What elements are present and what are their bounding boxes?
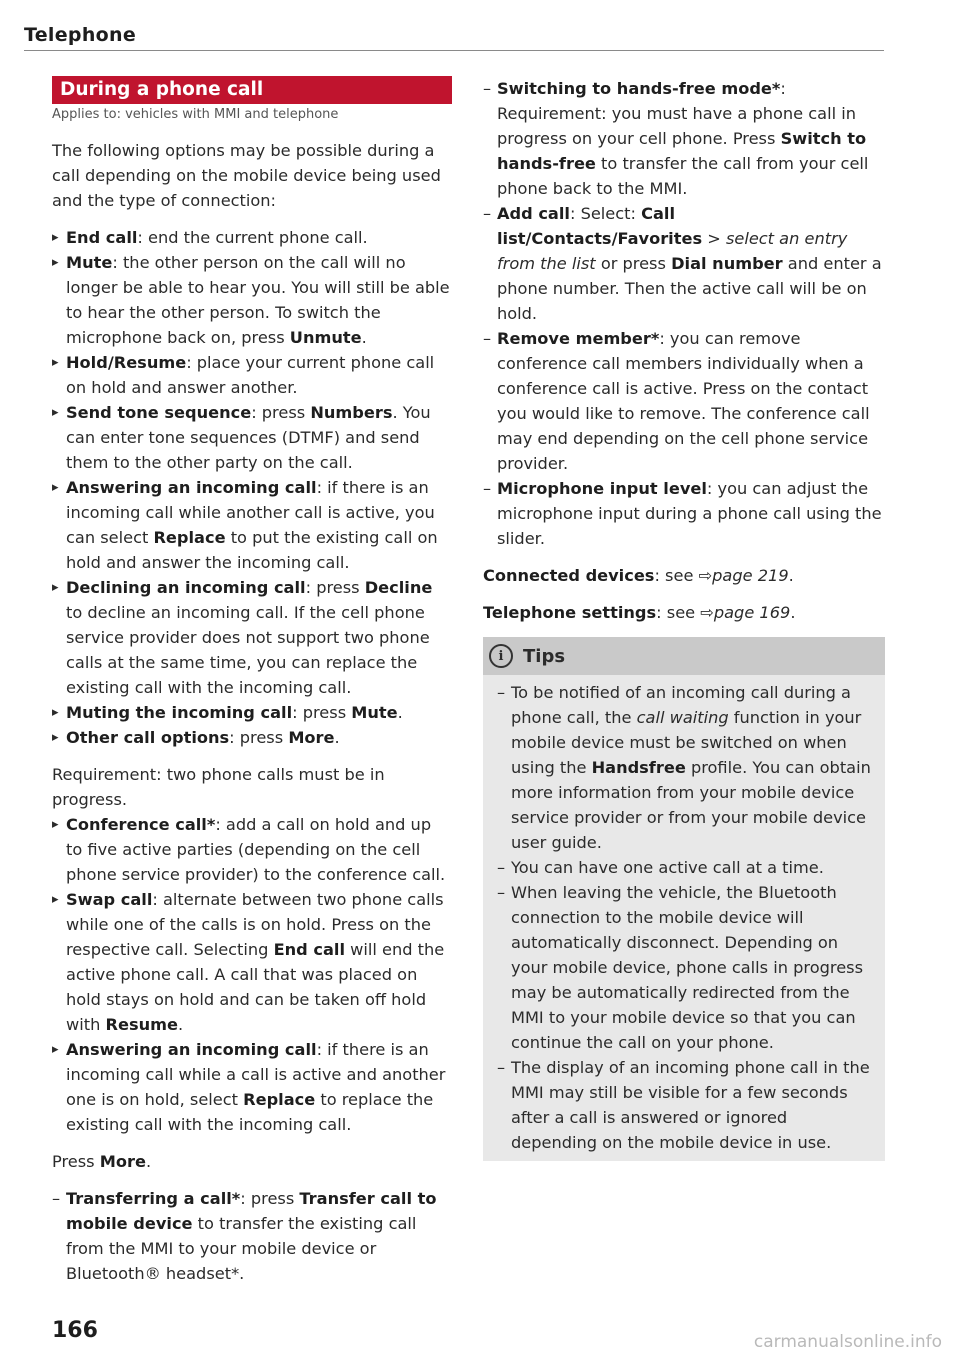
list-item: ▸ Conference call*: add a call on hold and up to five active parties (depending on the cell phone service provider) to the conference call. <box>52 812 452 887</box>
call-options-list <box>52 225 452 750</box>
tips-list <box>497 680 875 1155</box>
left-column <box>52 76 452 1298</box>
more-functions-list <box>483 76 885 551</box>
list-item: ▸ Answering an incoming call: if there is an incoming call while a call is active and another one is on hold, select Replace to replace the existing call with the incoming call. <box>52 1037 452 1137</box>
list-item: ▸ Mute: the other person on the call will no longer be able to hear you. You will still be able to hear the other person. To switch the microphone back on, press Unmute. <box>52 250 452 350</box>
requirement-paragraph: Requirement: two phone calls must be in progress. <box>52 765 385 809</box>
list-item: ▸ End call: end the current phone call. <box>52 225 452 250</box>
list-item: ▸ Send tone sequence: press Numbers. You can enter tone sequences (DTMF) and send them to the other party on the call. <box>52 400 452 475</box>
list-item: – Transferring a call*: press Transfer call to mobile device to transfer the existing call from the MMI to your mobile device or Bluetooth® headset*. <box>52 1186 452 1286</box>
list-item: – To be notified of an incoming call during a phone call, the call waiting function in your mobile device must be switched on when using the Handsfree profile. You can obtain more information from your mobile device service provider or from your mobile device user guide. <box>497 680 875 855</box>
list-item: – When leaving the vehicle, the Bluetooth connection to the mobile device will automatically disconnect. Depending on your mobile device, phone calls in progress may be automatically redirected from the MMI to your mobile device so that you can continue the call on your phone. <box>497 880 875 1055</box>
arrow-right-icon: ⇨ <box>700 603 714 622</box>
press-more-paragraph: Press More. <box>52 1152 152 1171</box>
watermark: carmanualsonline.info <box>753 1332 942 1352</box>
list-item: – You can have one active call at a time. <box>497 855 875 880</box>
info-icon: i <box>489 644 513 668</box>
list-item: ▸ Hold/Resume: place your current phone call on hold and answer another. <box>52 350 452 400</box>
right-column <box>483 76 885 1161</box>
list-item: ▸ Swap call: alternate between two phone calls while one of the calls is on hold. Press on the respective call. Selecting End call will end the active phone call. A call that was placed on hold stays on hold and can be taken off hold with Resume. <box>52 887 452 1037</box>
transfer-list <box>52 1186 452 1286</box>
tips-body <box>483 675 885 1161</box>
list-item: ▸ Answering an incoming call: if there is an incoming call while another call is active, you can select Replace to put the existing call on hold and answer the incoming call. <box>52 475 452 575</box>
section-title: During a phone call <box>52 76 452 104</box>
list-item: ▸ Muting the incoming call: press Mute. <box>52 700 452 725</box>
tips-title: Tips <box>523 645 566 667</box>
page-header-title: Telephone <box>24 24 137 46</box>
applies-note: Applies to: vehicles with MMI and telephone <box>52 107 339 122</box>
list-item: – Switching to hands-free mode*: Requirement: you must have a phone call in progress on your cell phone. Press Switch to hands-free to transfer the call from your cell phone back to the MMI. <box>483 76 885 201</box>
list-item: – The display of an incoming phone call in the MMI may still be visible for a few seconds after a call is answered or ignored depending on the mobile device in use. <box>497 1055 875 1155</box>
list-item: ▸ Other call options: press More. <box>52 725 452 750</box>
arrow-right-icon: ⇨ <box>698 566 713 585</box>
connected-devices-paragraph: Connected devices: see ⇨page 219. <box>483 566 794 585</box>
list-item: – Microphone input level: you can adjust the microphone input during a phone call using the slider. <box>483 476 885 551</box>
more-options-list <box>52 812 452 1137</box>
page-reference-link[interactable]: page 169 <box>713 603 791 622</box>
page-number: 166 <box>52 1318 98 1343</box>
tips-header <box>483 637 885 675</box>
telephone-settings-paragraph: Telephone settings: see ⇨page 169. <box>483 603 796 622</box>
list-item: – Add call: Select: Call list/Contacts/Favorites > select an entry from the list or press Dial number and enter a phone number. Then the active call will be on hold. <box>483 201 885 326</box>
list-item: ▸ Declining an incoming call: press Decline to decline an incoming call. If the cell phone service provider does not support two phone calls at the same time, you can replace the existing call with the incoming call. <box>52 575 452 700</box>
intro-paragraph: The following options may be possible during a call depending on the mobile device being used and the type of connection: <box>52 141 441 210</box>
list-item: – Remove member*: you can remove conference call members individually when a conference call is active. Press on the contact you would like to remove. The conference call may end depending on the cell phone service provider. <box>483 326 885 476</box>
page-reference-link[interactable]: page 219 <box>712 566 789 585</box>
header-rule <box>24 50 884 51</box>
tips-box <box>483 637 885 1161</box>
